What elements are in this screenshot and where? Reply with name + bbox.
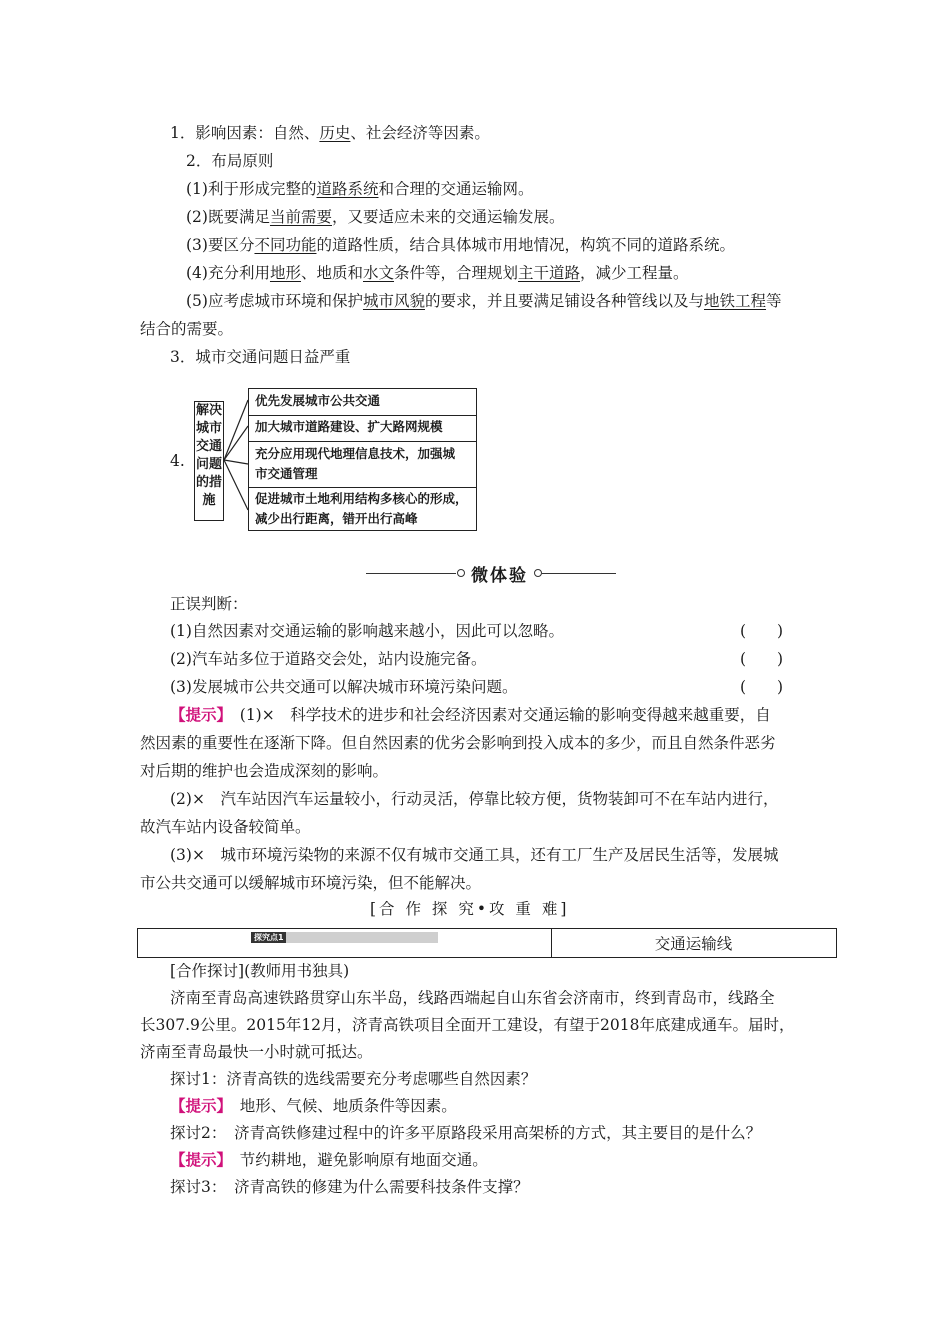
explain-1-cont: 然因素的重要性在逐渐下降。但自然因素的优劣会影响到投入成本的多少，而且自然条件恶劣 [140,734,776,752]
explain-2-cont: 故汽车站内设备较简单。 [140,818,311,836]
measure-item: 优先发展城市公共交通 [255,393,381,408]
measures-label-box [194,401,224,521]
explain-1: 【提示】 (1)× 科学技术的进步和社会经济因素对交通运输的影响变得越来越重要，自 [170,705,771,724]
factor-line: 1．影响因素：自然、历史、社会经济等因素。 [170,124,490,142]
answer-blank: ( ) [740,678,784,696]
question-2: 探讨2： 济青高铁修建过程中的许多平原路段采用高架桥的方式，其主要目的是什么？ [170,1124,762,1142]
principle-4: (4)充分利用地形、地质和水文条件等，合理规划主干道路，减少工程量。 [186,264,689,282]
judge-item-3: (3)发展城市公共交通可以解决城市环境污染问题。 [170,678,518,696]
principle-5: (5)应考虑城市环境和保护城市风貌的要求，并且要满足铺设各种管线以及与地铁工程等 [186,292,782,310]
hint-label: 【提示】 [170,1150,225,1169]
principle-2: (2)既要满足当前需要，又要适应未来的交通运输发展。 [186,208,565,226]
tag-bar [286,932,438,943]
hint-label: 【提示】 [170,1096,225,1115]
measures-label-line: 城市 [195,421,222,436]
layout-principle-heading: 2．布局原则 [186,152,274,170]
inquiry-point-table [137,928,837,958]
judge-item-2: (2)汽车站多位于道路交会处，站内设施完备。 [170,650,487,668]
explain-3: (3)× 城市环境污染物的来源不仅有城市交通工具，还有工厂生产及居民生活等，发展城 [170,846,779,864]
measures-label-line: 交通 [195,439,222,454]
inquiry-paragraph-cont: 济南至青岛最快一小时就可抵达。 [140,1043,373,1061]
question-1: 探讨1：济青高铁的选线需要充分考虑哪些自然因素？ [170,1070,537,1088]
explain-2: (2)× 汽车站因汽车运量较小，行动灵活，停靠比较方便，货物装卸可不在车站内进行， [170,790,779,808]
principle-1: (1)利于形成完整的道路系统和合理的交通运输网。 [186,180,534,198]
inquiry-point-tag: 探究点1 [251,932,287,943]
measure-item: 充分应用现代地理信息技术，加强城 市交通管理 [255,446,456,481]
hint-label: 【提示】 [170,705,225,724]
measures-connector-lines [224,388,250,531]
inquiry-paragraph: 济南至青岛高速铁路贯穿山东半岛，线路西端起自山东省会济南市，终到青岛市，线路全 [170,989,775,1007]
principle-3: (3)要区分不同功能的道路性质，结合具体城市用地情况，构筑不同的道路系统。 [186,236,735,254]
explain-1-cont: 对后期的维护也会造成深刻的影响。 [140,762,389,780]
principle-5-cont: 结合的需要。 [140,320,234,338]
weitiyan-header [366,560,616,586]
judge-item-1: (1)自然因素对交通运输的影响越来越小，因此可以忽略。 [170,622,564,640]
measures-label-line: 问题 [195,457,222,472]
inquiry-point-title: 交通运输线 [654,935,733,953]
section-title: [合 作 探 究•攻 重 难] [370,900,570,918]
measure-item: 加大城市道路建设、扩大路网规模 [255,419,443,434]
measures-label-line: 的措 [195,475,222,490]
measure-item: 促进城市土地利用结构多核心的形成， 减少出行距离，错开出行高峰 [255,491,468,526]
question-3: 探讨3： 济青高铁的修建为什么需要科技条件支撑？ [170,1178,529,1196]
inquiry-heading: [合作探讨](教师用书独具) [170,962,350,980]
weitiyan-title: 微体验 [471,566,528,586]
answer-2: 【提示】 节约耕地，避免影响原有地面交通。 [170,1150,488,1169]
judge-heading: 正误判断： [170,595,248,613]
answer-blank: ( ) [740,650,784,668]
answer-1: 【提示】 地形、气候、地质条件等因素。 [170,1096,457,1115]
item-4-number: 4. [170,452,185,470]
traffic-problem-heading: 3．城市交通问题日益严重 [170,348,351,366]
measures-label-line: 施 [202,493,216,508]
inquiry-paragraph-cont: 长307.9公里。2015年12月，济青高铁项目全面开工建设，有望于2018年底建成通车。届时， [140,1016,795,1034]
measures-list-box [248,388,477,531]
explain-3-cont: 市公共交通可以缓解城市环境污染，但不能解决。 [140,874,482,892]
answer-blank: ( ) [740,622,784,640]
measures-label-line: 解决 [195,403,222,418]
